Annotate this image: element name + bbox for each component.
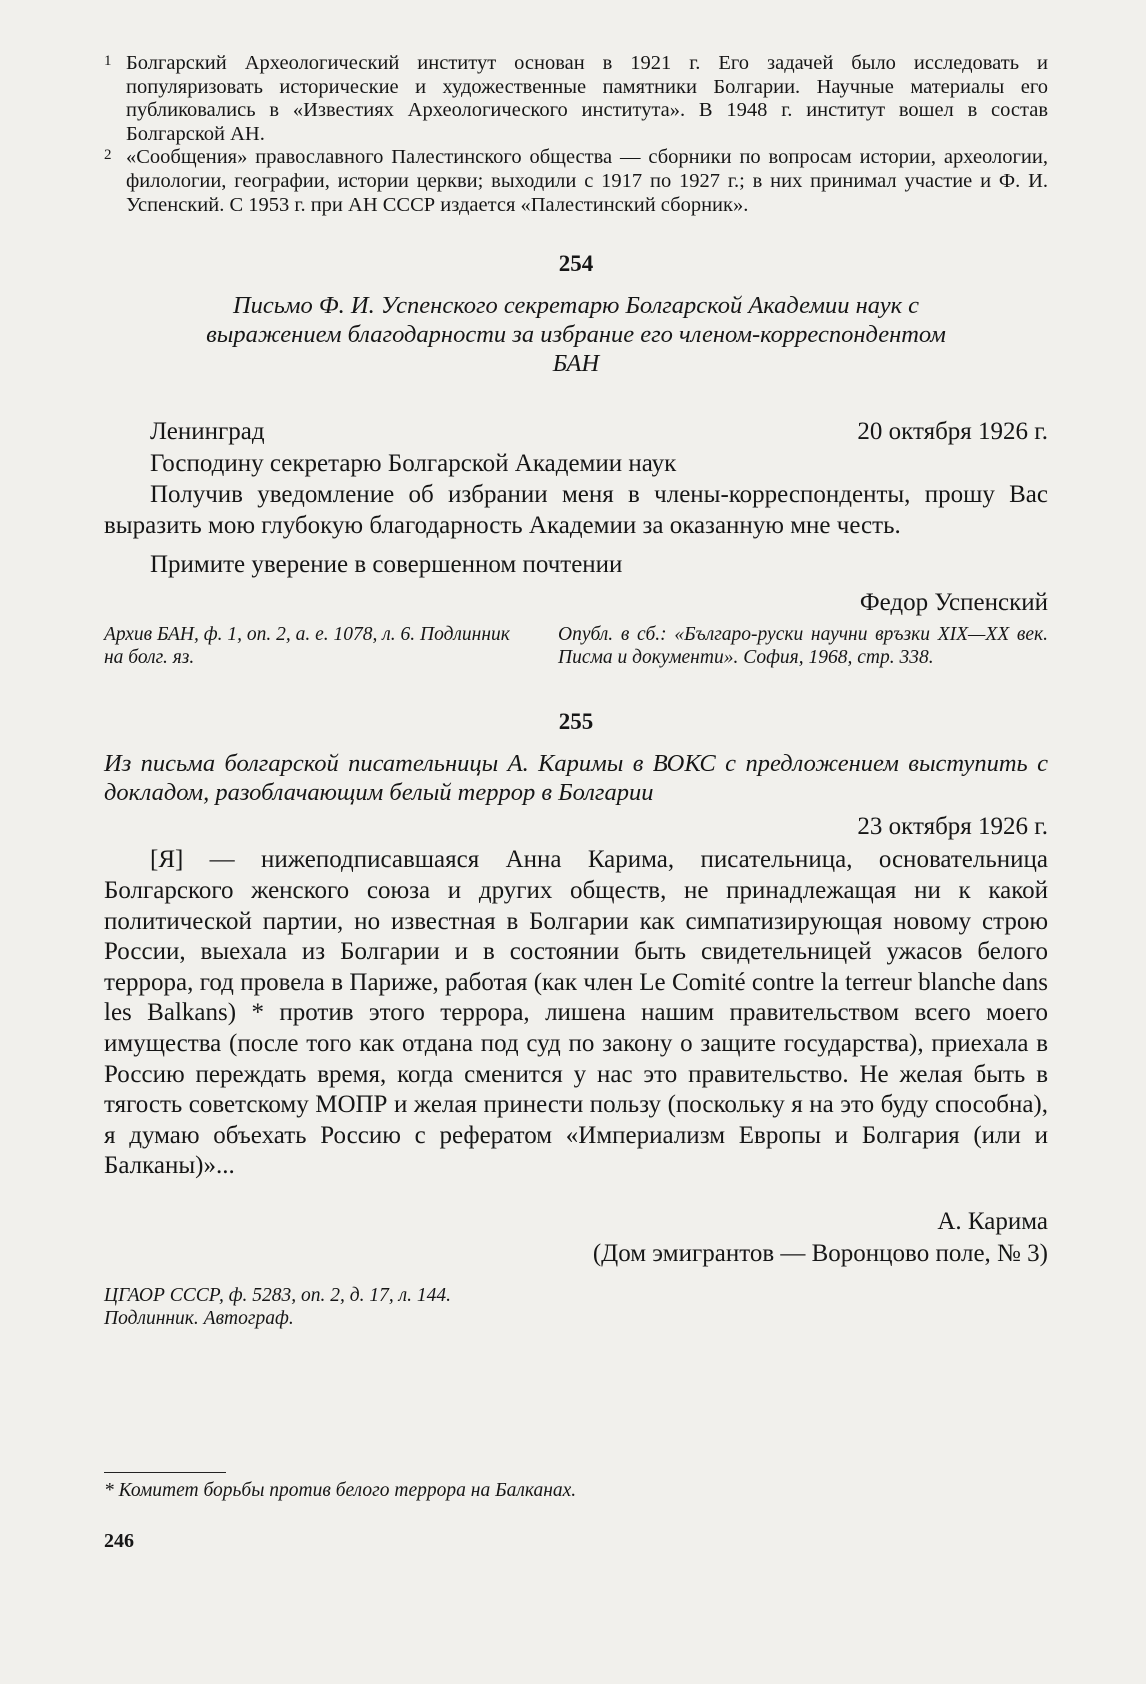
document-254-place-date [104, 416, 1048, 448]
document-255-source-line-2: Подлинник. Автограф. [104, 1307, 294, 1329]
document-254-date: 20 октября 1926 г. [857, 418, 1048, 446]
document-255-address: (Дом эмигрантов — Воронцово поле, № 3) [592, 1239, 1048, 1267]
footnote-1 [104, 52, 1048, 146]
document-254-closing: Примите уверение в совершенном почтении [150, 551, 623, 579]
document-254-archive-source: Архив БАН, ф. 1, оп. 2, а. е. 1078, л. 6. Подлинник на болг. яз. [104, 624, 510, 669]
footnote-1-mark: 1 [104, 53, 112, 69]
document-254-sources [104, 623, 1048, 669]
document-255-source-line-1: ЦГАОР СССР, ф. 5283, оп. 2, д. 17, л. 144. [104, 1284, 452, 1306]
document-254-title: Письмо Ф. И. Успенского секретарю Болгарской Академии наук с выражением благодарности за избрание его членом-корреспондентом БАН [206, 292, 946, 378]
document-254-place: Ленинград [150, 418, 265, 446]
document-number-255: 255 [558, 709, 594, 735]
footnote-divider [104, 1472, 226, 1473]
book-page [104, 52, 1048, 1553]
page-number: 246 [104, 1529, 134, 1552]
footnote-2-mark: 2 [104, 147, 112, 164]
bottom-footnote: * Комитет борьбы против белого террора на Балканах. [104, 1479, 577, 1501]
document-254-addressee: Господину секретарю Болгарской Академии наук [150, 450, 677, 478]
document-254-publication-source: Опубл. в сб.: «Българо-руски научни връзки XIX—XX век. Писма и документи». София, 1968, стр. 338. [558, 624, 1048, 669]
document-254-signature: Федор Успенский [859, 589, 1048, 617]
document-255-signature: А. Карима [937, 1207, 1048, 1235]
document-254-body: Получив уведомление об избрании меня в члены-корреспонденты, прошу Вас выразить мою глубокую благодарность Академии за оказанную мне честь. [104, 481, 1048, 539]
document-255-body: [Я] — нижеподписавшаяся Анна Карима, писательница, основательница Болгарского женского союза и других обществ, не принадлежащая ни к какой политической партии, но известная в Болгарии как симпатизирующая новому строю России, выехала из Болгарии и в состоянии быть свидетельницей ужасов белого террора, год провела в Париже, работая (как член Le Comité contre la terreur blanche dans les Balkans) * против этого террора, лишена нашим правительством всего моего имущества (после того как отдана под суд по закону о защите государства), приехала в Россию переждать время, когда сменится у нас это правительство. Не желая быть в тягость советскому МОПР и желая принести пользу (поскольку я на это буду способна), я думаю объехать Россию с рефератом «Империализм Европы и Болгария (или и Балканы)»... [104, 846, 1048, 1180]
footnote-1-text: Болгарский Археологический институт основан в 1921 г. Его задачей было исследовать и популяризовать исторические и художественные памятники Болгарии. Научные материалы его публиковались в «Известиях Археологического института». В 1948 г. институт вошел в состав Болгарской АН. [126, 52, 1048, 145]
document-255-date: 23 октября 1926 г. [857, 813, 1048, 841]
footnote-2 [104, 146, 1048, 217]
document-255-title: Из письма болгарской писательницы А. Каримы в ВОКС с предложением выступить с докладом, разоблачающим белый террор в Болгарии [104, 750, 1048, 807]
document-number-254: 254 [558, 251, 594, 277]
footnote-2-text: «Сообщения» православного Палестинского общества — сборники по вопросам истории, археологии, филологии, географии, истории церкви; выходили с 1917 по 1927 г.; в них принимал участие и Ф. И. Успенский. С 1953 г. при АН СССР издается «Палестинский сборник». [126, 146, 1048, 216]
document-255-source [104, 1284, 1048, 1330]
